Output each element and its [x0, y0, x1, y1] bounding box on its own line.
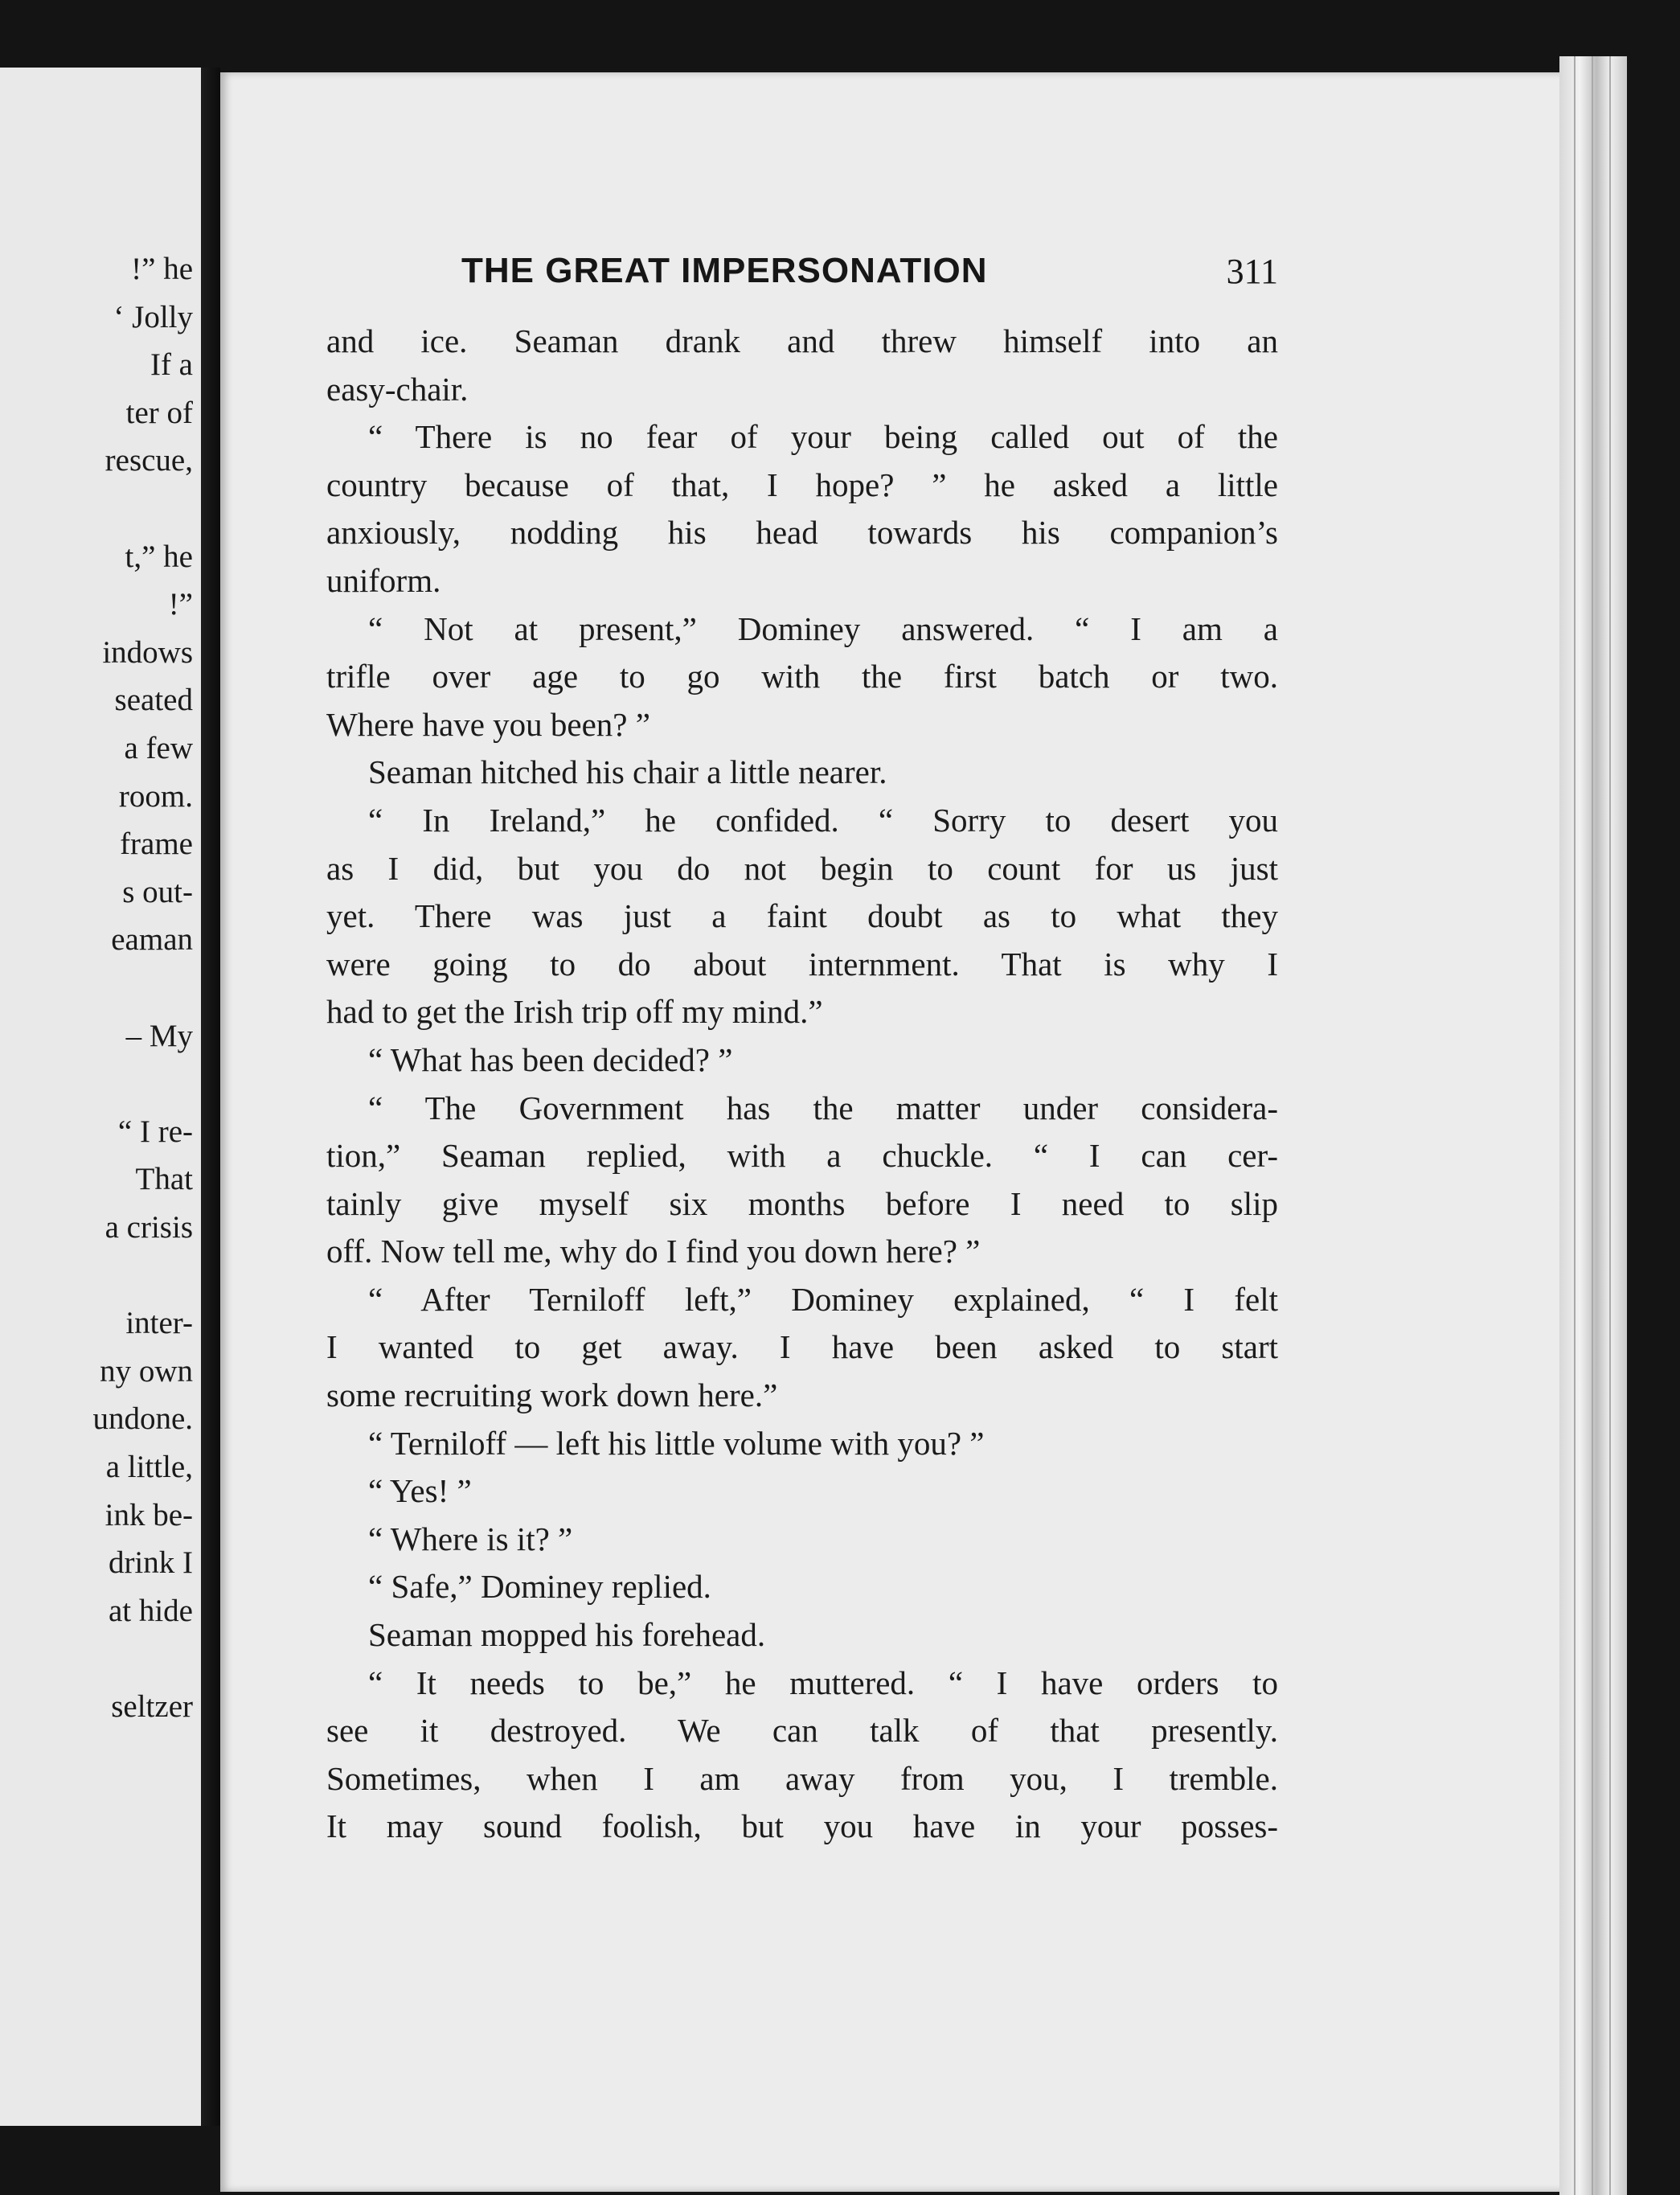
left-page-line: If a	[150, 347, 193, 383]
left-page-line: !”	[168, 587, 193, 622]
running-title: THE GREAT IMPERSONATION	[461, 251, 988, 290]
text-line: off. Now tell me, why do I find you down here? ”	[326, 1233, 981, 1270]
left-page-line: frame	[120, 827, 193, 862]
left-page-line: s out-	[122, 874, 193, 909]
text-line: Sometimes, when I am away from you, I tremble.	[326, 1759, 1278, 1797]
left-page-line: drink I	[108, 1545, 193, 1581]
left-page-line: “ I re-	[117, 1114, 193, 1149]
text-line: “ It needs to be,” he muttered. “ I have orders to	[368, 1664, 1278, 1701]
left-page-line: undone.	[92, 1401, 193, 1437]
left-page-line: t,” he	[125, 539, 193, 574]
text-line: “ Safe,” Dominey replied.	[368, 1568, 711, 1606]
text-line: “ In Ireland,” he confided. “ Sorry to desert you	[368, 801, 1278, 839]
text-line: “ Yes! ”	[368, 1472, 472, 1510]
text-line: “ Where is it? ”	[368, 1520, 573, 1557]
text-line: yet. There was just a faint doubt as to what they	[326, 897, 1278, 935]
body-text	[326, 318, 1278, 1851]
page-edges	[1559, 56, 1627, 2195]
text-line: “ There is no fear of your being called out of the	[368, 418, 1278, 456]
text-line: and ice. Seaman drank and threw himself into an	[326, 322, 1278, 359]
text-line: “ After Terniloff left,” Dominey explained, “ I felt	[368, 1280, 1278, 1318]
text-line: Seaman hitched his chair a little nearer.	[368, 753, 887, 791]
left-facing-page	[0, 68, 201, 2126]
text-line: country because of that, I hope? ” he asked a little	[326, 466, 1278, 503]
text-line: trifle over age to go with the first batch or two.	[326, 658, 1278, 695]
left-page-line: – My	[125, 1018, 193, 1053]
text-line: “ The Government has the matter under considera-	[368, 1089, 1278, 1126]
left-page-line: a few	[124, 731, 193, 765]
left-page-line: seated	[114, 683, 193, 718]
left-page-line: at hide	[108, 1593, 193, 1628]
text-line: tion,” Seaman replied, with a chuckle. “ I can cer-	[326, 1137, 1278, 1175]
text-line: It may sound foolish, but you have in your posses-	[326, 1807, 1278, 1845]
text-line: had to get the Irish trip off my mind.”	[326, 993, 823, 1031]
left-page-line: ter of	[125, 395, 193, 430]
text-line: Where have you been? ”	[326, 705, 650, 743]
text-line: were going to do about internment. That is why I	[326, 945, 1278, 983]
left-page-line: ‘ Jolly	[113, 299, 193, 334]
left-page-line: That	[135, 1162, 193, 1197]
text-line: “ What has been decided? ”	[368, 1040, 733, 1078]
left-page-line: room.	[118, 778, 193, 814]
running-head	[461, 251, 1278, 293]
text-line: as I did, but you do not begin to count for us just	[326, 849, 1278, 887]
left-page-line: ink be-	[104, 1497, 193, 1532]
text-line: tainly give myself six months before I need to slip	[326, 1184, 1278, 1222]
text-line: anxiously, nodding his head towards his companion’s	[326, 514, 1278, 552]
text-line: some recruiting work down here.”	[326, 1376, 778, 1414]
page-number: 311	[1226, 252, 1278, 291]
left-page-line: a little,	[105, 1450, 193, 1484]
left-page-line: ny own	[100, 1353, 193, 1389]
text-line: see it destroyed. We can talk of that presently.	[326, 1712, 1278, 1750]
text-line: “ Not at present,” Dominey answered. “ I am a	[368, 609, 1278, 647]
text-line: Seaman mopped his forehead.	[368, 1616, 766, 1654]
left-page-line: seltzer	[111, 1689, 193, 1724]
book-gutter	[201, 68, 220, 2126]
text-line: “ Terniloff — left his little volume with you? ”	[368, 1424, 985, 1462]
text-line: easy-chair.	[326, 370, 469, 408]
left-page-line: eaman	[111, 922, 193, 958]
left-page-line: rescue,	[104, 443, 193, 478]
left-page-line: !” he	[131, 252, 193, 286]
left-page-line: indows	[102, 634, 193, 670]
text-line: I wanted to get away. I have been asked to start	[326, 1328, 1278, 1366]
text-line: uniform.	[326, 561, 441, 599]
left-page-line: inter-	[125, 1306, 193, 1341]
left-page-line: a crisis	[104, 1210, 193, 1245]
